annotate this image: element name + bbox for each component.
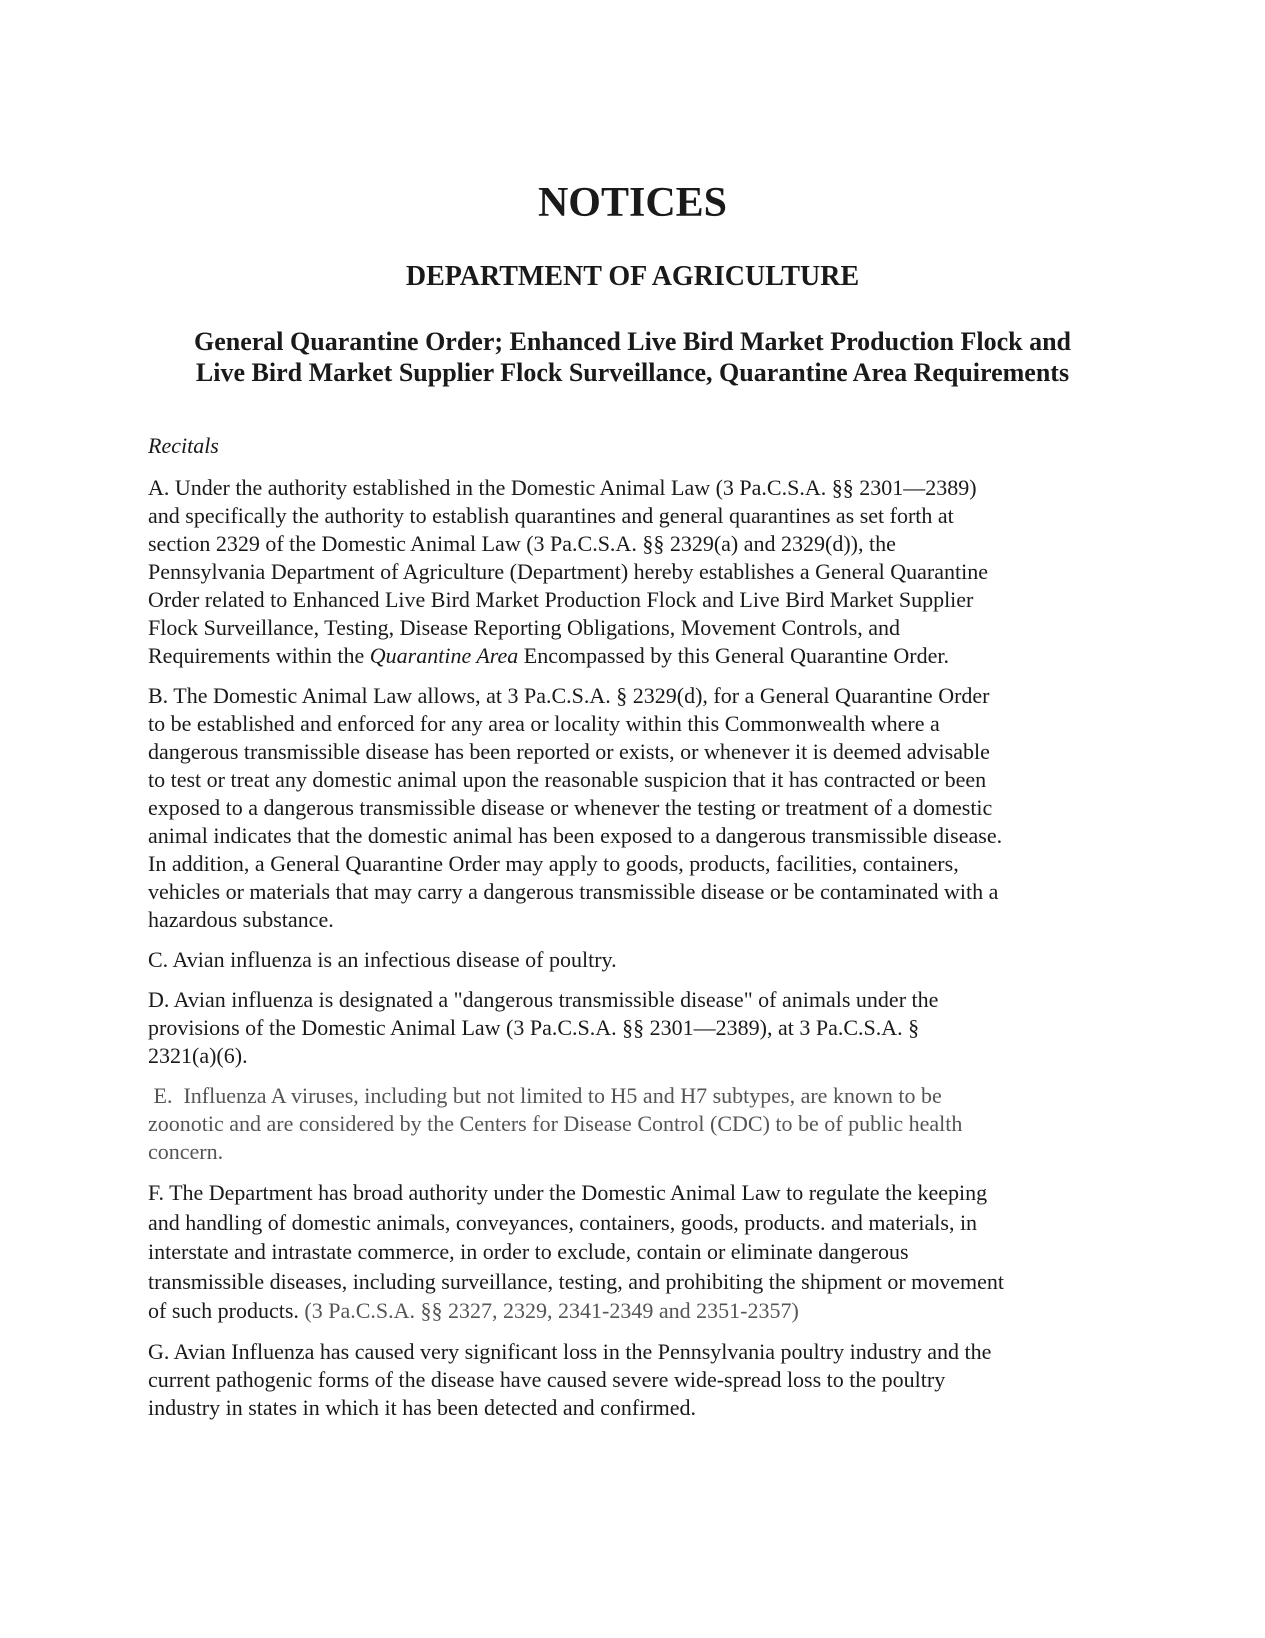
- paragraph-g-line: G. Avian Influenza has caused very significant loss in the Pennsylvania poultry industry and the: [148, 1338, 992, 1364]
- paragraph-f-line: transmissible diseases, including surveillance, testing, and prohibiting the shipment or movement: [148, 1268, 1005, 1294]
- quarantine-area-term: Quarantine Area: [369, 643, 519, 668]
- paragraph-a-line: and specifically the authority to establish quarantines and general quarantines as set forth at: [148, 503, 954, 528]
- paragraph-e: [148, 1082, 1128, 1166]
- paragraph-d-line: D. Avian influenza is designated a "dangerous transmissible disease" of animals under the: [148, 987, 939, 1012]
- page-title: NOTICES: [537, 180, 728, 226]
- paragraph-b-line: exposed to a dangerous transmissible disease or whenever the testing or treatment of a domestic: [148, 795, 993, 820]
- paragraph-b-line: to be established and enforced for any area or locality within this Commonwealth where a: [148, 711, 940, 736]
- document-body: [148, 432, 1128, 1434]
- paragraph-a-line: section 2329 of the Domestic Animal Law (3 Pa.C.S.A. §§ 2329(a) and 2329(d)), the: [148, 531, 896, 556]
- department-heading: DEPARTMENT OF AGRICULTURE: [405, 261, 860, 292]
- paragraph-c: [148, 946, 1128, 974]
- paragraph-b-line: vehicles or materials that may carry a dangerous transmissible disease or be contaminated with a: [148, 879, 999, 904]
- paragraph-f-line: [148, 1296, 1128, 1326]
- paragraph-b: [148, 682, 1128, 934]
- paragraph-g-line: current pathogenic forms of the disease have caused severe wide-spread loss to the poultry: [148, 1366, 946, 1392]
- paragraph-a-text: Requirements within the: [148, 643, 370, 668]
- paragraph-c-line: C. Avian influenza is an infectious disease of poultry.: [148, 947, 617, 972]
- paragraph-g-line: industry in states in which it has been detected and confirmed.: [148, 1394, 697, 1420]
- paragraph-b-line: to test or treat any domestic animal upon the reasonable suspicion that it has contracted or been: [148, 767, 987, 792]
- paragraph-a: [148, 474, 1128, 670]
- paragraph-f: [148, 1178, 1128, 1326]
- order-title: [0, 326, 1265, 388]
- paragraph-d: [148, 986, 1128, 1070]
- paragraph-f-line: and handling of domestic animals, conveyances, containers, goods, products. and materials, in: [148, 1209, 978, 1235]
- paragraph-d-line: 2321(a)(6).: [148, 1043, 248, 1068]
- paragraph-a-line: A. Under the authority established in the Domestic Animal Law (3 Pa.C.S.A. §§ 2301—2389): [148, 475, 977, 500]
- paragraph-b-line: hazardous substance.: [148, 907, 334, 932]
- paragraph-b-line: B. The Domestic Animal Law allows, at 3 Pa.C.S.A. § 2329(d), for a General Quarantine Order: [148, 683, 990, 708]
- paragraph-f-text: of such products.: [148, 1298, 305, 1323]
- paragraph-b-line: dangerous transmissible disease has been reported or exists, or whenever it is deemed advisable: [148, 739, 990, 764]
- paragraph-f-line: interstate and intrastate commerce, in order to exclude, contain or eliminate dangerous: [148, 1239, 909, 1264]
- paragraph-b-line: animal indicates that the domestic animal has been exposed to a dangerous transmissible disease.: [148, 823, 1003, 848]
- paragraph-a-line: [148, 642, 1128, 670]
- paragraph-a-line: Pennsylvania Department of Agriculture (Department) hereby establishes a General Quarantine: [148, 559, 988, 584]
- paragraph-b-line: In addition, a General Quarantine Order may apply to goods, products, facilities, containers,: [148, 851, 959, 876]
- recitals-heading: Recitals: [148, 433, 219, 458]
- paragraph-a-line: Order related to Enhanced Live Bird Market Production Flock and Live Bird Market Supplier: [148, 587, 974, 612]
- paragraph-a-text: Encompassed by this General Quarantine Order.: [518, 643, 949, 668]
- paragraph-e-line: E. Influenza A viruses, including but not limited to H5 and H7 subtypes, are known to be: [148, 1083, 942, 1108]
- order-title-line-1: General Quarantine Order; Enhanced Live Bird Market Production Flock and: [193, 327, 1071, 356]
- statute-citation: (3 Pa.C.S.A. §§ 2327, 2329, 2341-2349 and 2351-2357): [304, 1298, 799, 1323]
- paragraph-e-line: zoonotic and are considered by the Centers for Disease Control (CDC) to be of public health: [148, 1111, 963, 1136]
- order-title-line-2: Live Bird Market Supplier Flock Surveillance, Quarantine Area Requirements: [195, 358, 1070, 387]
- paragraph-f-line: F. The Department has broad authority under the Domestic Animal Law to regulate the keeping: [148, 1180, 988, 1205]
- paragraph-e-line: concern.: [148, 1139, 224, 1164]
- paragraph-d-line: provisions of the Domestic Animal Law (3 Pa.C.S.A. §§ 2301—2389), at 3 Pa.C.S.A. §: [148, 1015, 920, 1040]
- paragraph-a-line: Flock Surveillance, Testing, Disease Reporting Obligations, Movement Controls, and: [148, 615, 901, 640]
- paragraph-g: [148, 1338, 1128, 1422]
